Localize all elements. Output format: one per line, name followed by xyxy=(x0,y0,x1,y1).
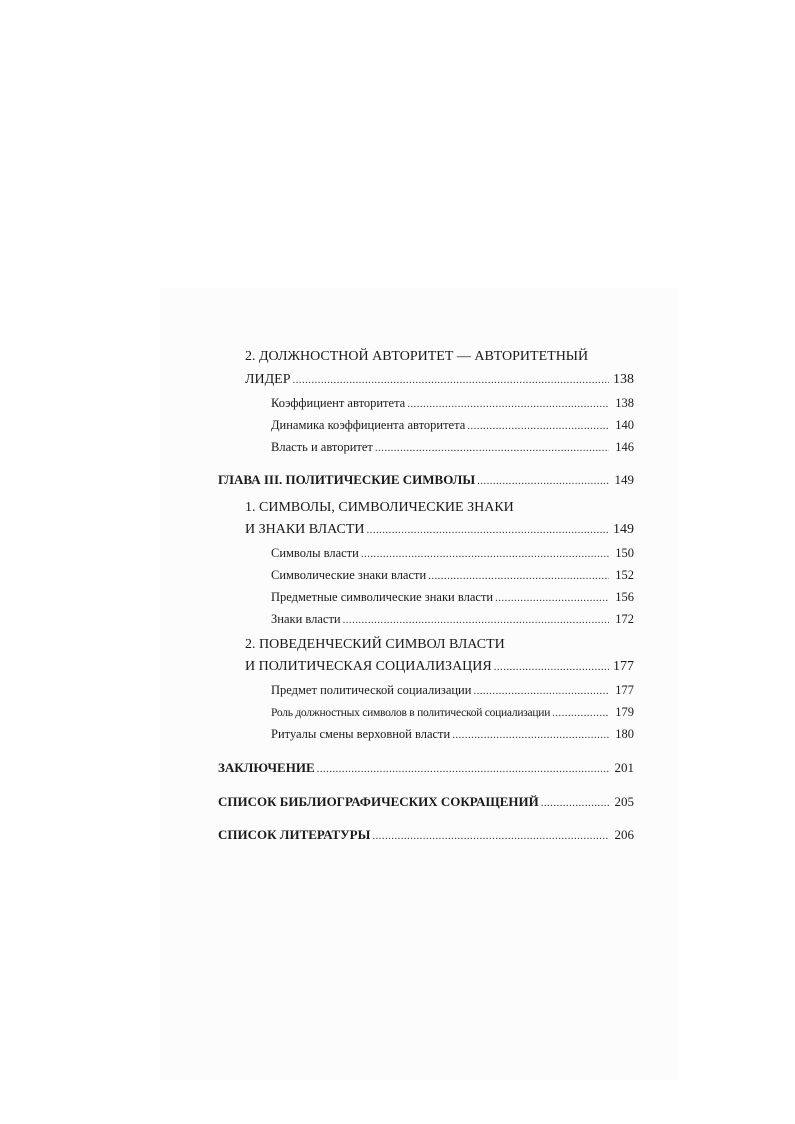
dot-leader xyxy=(372,828,609,844)
toc-entry-title: Ритуалы смены верховной власти xyxy=(271,727,451,741)
toc-page-number: 201 xyxy=(614,760,634,775)
toc-entry-title: Символические знаки власти xyxy=(271,568,427,582)
toc-page-number: 205 xyxy=(614,794,634,809)
dot-leader xyxy=(367,522,609,538)
toc-chapter-entry[interactable] xyxy=(218,794,634,811)
dot-leader xyxy=(317,761,609,777)
toc-entry[interactable] xyxy=(271,439,634,456)
toc-page-number: 172 xyxy=(615,612,634,626)
toc-entry[interactable] xyxy=(245,659,634,675)
dot-leader xyxy=(477,473,609,489)
toc-entry-title: Роль должностных символов в политической социализации xyxy=(271,707,551,719)
dot-leader xyxy=(495,590,609,606)
toc-section-heading: 2. ПОВЕДЕНЧЕСКИЙ СИМВОЛ ВЛАСТИ xyxy=(245,637,505,652)
dot-leader xyxy=(293,372,610,388)
toc-entry-title: И ПОЛИТИЧЕСКАЯ СОЦИАЛИЗАЦИЯ xyxy=(245,659,492,674)
toc-entry-title: Коэффициент авторитета xyxy=(271,396,406,410)
toc-entry-title: И ЗНАКИ ВЛАСТИ xyxy=(245,522,365,537)
toc-entry-title: Знаки власти xyxy=(271,612,341,626)
toc-entry[interactable] xyxy=(271,395,634,412)
toc-page-number: 138 xyxy=(613,372,634,387)
dot-leader xyxy=(552,705,609,721)
toc-entry[interactable] xyxy=(245,522,634,538)
toc-chapter-entry[interactable] xyxy=(218,760,634,777)
toc-entry[interactable] xyxy=(271,545,634,562)
toc-page-number: 179 xyxy=(615,705,634,719)
toc-page-number: 177 xyxy=(615,683,634,697)
toc-entry[interactable] xyxy=(271,589,634,606)
dot-leader xyxy=(541,795,609,811)
toc-entry-title: Власть и авторитет xyxy=(271,440,373,454)
toc-entry[interactable] xyxy=(271,567,634,584)
toc-entry[interactable] xyxy=(271,682,634,699)
toc-section-heading: 2. ДОЛЖНОСТНОЙ АВТОРИТЕТ — АВТОРИТЕТНЫЙ xyxy=(245,349,589,364)
dot-leader xyxy=(452,727,609,743)
toc-entry[interactable] xyxy=(245,372,634,388)
toc-page-number: 177 xyxy=(613,659,634,674)
toc-entry-title: ЗАКЛЮЧЕНИЕ xyxy=(218,760,315,775)
toc-chapter-entry[interactable] xyxy=(218,827,634,844)
dot-leader xyxy=(494,659,609,675)
toc-section-heading: 1. СИМВОЛЫ, СИМВОЛИЧЕСКИЕ ЗНАКИ xyxy=(245,500,514,515)
toc-page-number: 149 xyxy=(614,472,634,487)
dot-leader xyxy=(343,612,609,628)
toc-entry-title: ГЛАВА III. ПОЛИТИЧЕСКИЕ СИМВОЛЫ xyxy=(218,472,476,487)
dot-leader xyxy=(407,396,609,412)
toc-page-number: 146 xyxy=(615,440,634,454)
toc-entry-title: Предметные символические знаки власти xyxy=(271,590,494,604)
toc-page-number: 149 xyxy=(613,522,634,537)
toc-page-number: 138 xyxy=(615,396,634,410)
toc-page-number: 140 xyxy=(615,418,634,432)
toc-entry[interactable] xyxy=(271,611,634,628)
dot-leader xyxy=(375,440,609,456)
dot-leader xyxy=(473,683,609,699)
toc-entry[interactable] xyxy=(271,726,634,743)
dot-leader xyxy=(361,546,609,562)
toc-entry[interactable] xyxy=(271,417,634,434)
toc-entry-title: ЛИДЕР xyxy=(245,372,291,387)
toc-page-number: 150 xyxy=(615,546,634,560)
toc-page-number: 180 xyxy=(615,727,634,741)
toc-entry[interactable] xyxy=(271,704,634,721)
toc-page-number: 156 xyxy=(615,590,634,604)
toc-page-number: 152 xyxy=(615,568,634,582)
toc-page-number: 206 xyxy=(614,827,634,842)
toc-entry-title: СПИСОК ЛИТЕРАТУРЫ xyxy=(218,827,371,842)
dot-leader xyxy=(428,568,609,584)
dot-leader xyxy=(467,418,609,434)
toc-entry-title: СПИСОК БИБЛИОГРАФИЧЕСКИХ СОКРАЩЕНИЙ xyxy=(218,794,539,809)
toc-entry-title: Символы власти xyxy=(271,546,359,560)
toc-chapter-entry[interactable] xyxy=(218,472,634,489)
toc-entry-title: Динамика коэффициента авторитета xyxy=(271,418,466,432)
toc-entry-title: Предмет политической социализации xyxy=(271,683,472,697)
